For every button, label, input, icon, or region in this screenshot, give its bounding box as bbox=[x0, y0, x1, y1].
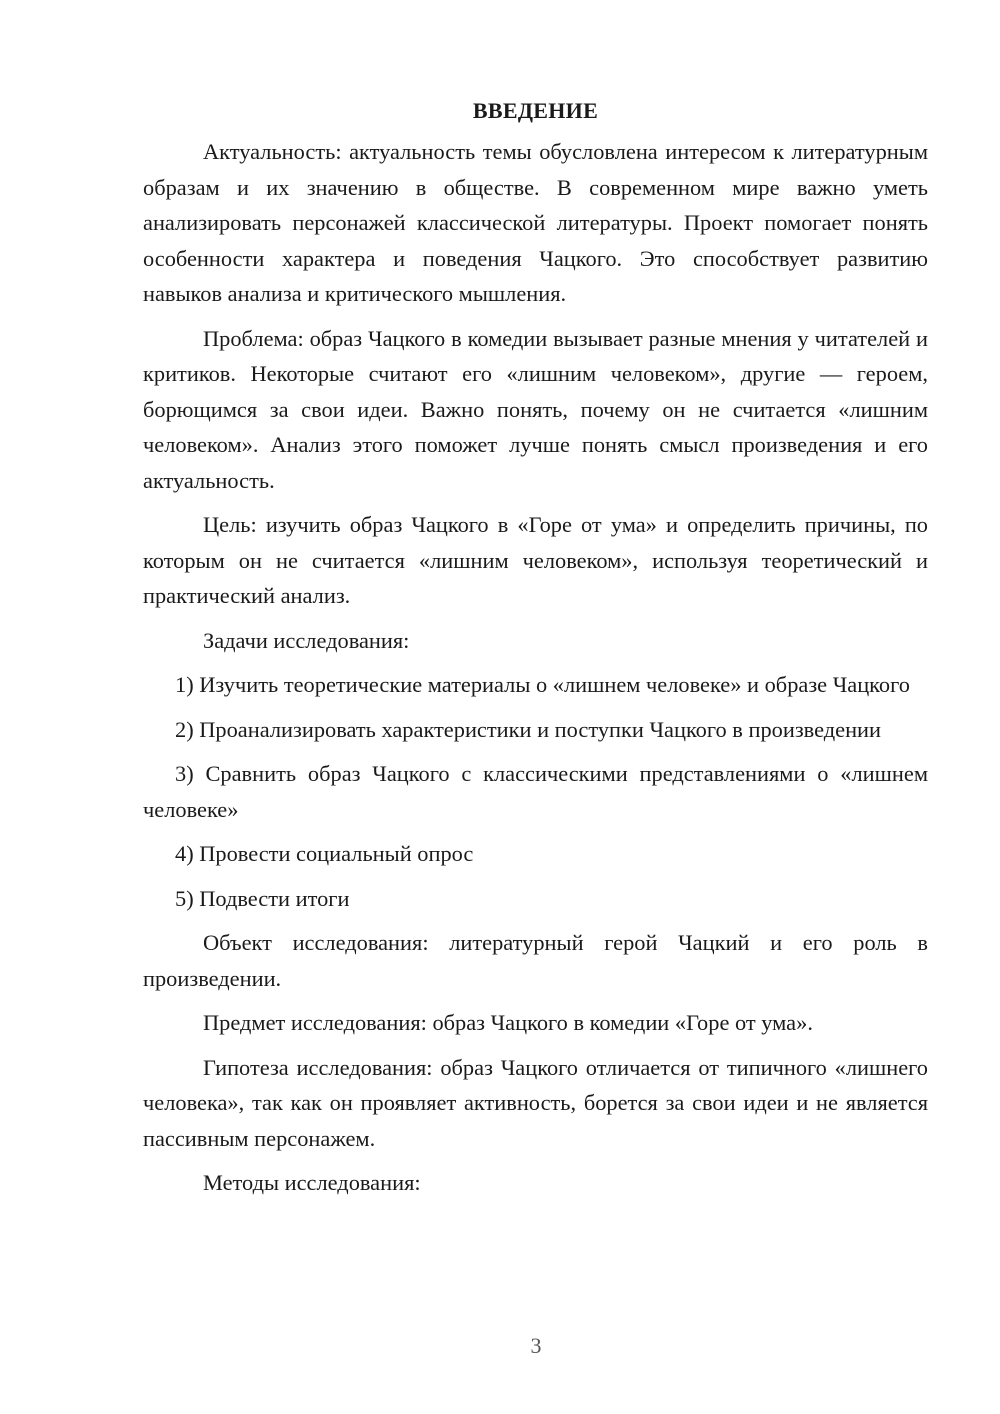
task-item-4: 4) Провести социальный опрос bbox=[175, 841, 474, 866]
page-number: 3 bbox=[530, 1333, 542, 1358]
task-item-1: 1) Изучить теоретические материалы о «лишнем человеке» и образе Чацкого bbox=[175, 672, 910, 697]
section-heading: ВВЕДЕНИЕ bbox=[472, 98, 599, 123]
task-item-3: 3) Сравнить образ Чацкого с классическими представлениями о «лишнем человеке» bbox=[143, 761, 928, 822]
paragraph-hypothesis: Гипотеза исследования: образ Чацкого отличается от типичного «лишнего человека», так как он проявляет активность, борется за свои идеи и не является пассивным персонажем. bbox=[143, 1054, 928, 1151]
paragraph-object: Объект исследования: литературный герой Чацкий и его роль в произведении. bbox=[143, 930, 928, 991]
task-item-2: 2) Проанализировать характеристики и поступки Чацкого в произведении bbox=[175, 716, 882, 742]
paragraph-relevance: Актуальность: актуальность темы обусловлена интересом к литературным образам и их значению в обществе. В современном мире важно уметь анализировать персонажей классической литературы. Проект помогает понять особенности характера и поведения Чацкого. Это способствует развитию навыков анализа и критического мышления. bbox=[143, 139, 928, 306]
paragraph-methods: Методы исследования: bbox=[203, 1170, 421, 1195]
paragraph-tasks-heading: Задачи исследования: bbox=[203, 627, 410, 653]
paragraph-subject: Предмет исследования: образ Чацкого в комедии «Горе от ума». bbox=[203, 1010, 813, 1035]
task-item-5: 5) Подвести итоги bbox=[175, 885, 350, 911]
task-list bbox=[143, 667, 928, 916]
document-page bbox=[143, 96, 928, 1210]
paragraph-goal: Цель: изучить образ Чацкого в «Горе от ума» и определить причины, по которым он не считается «лишним человеком», используя теоретический и практический анализ. bbox=[143, 512, 928, 608]
paragraph-problem: Проблема: образ Чацкого в комедии вызывает разные мнения у читателей и критиков. Некоторые считают его «лишним человеком», другие — героем, борющимся за свои идеи. Важно понять, почему он не считается «лишним человеком». Анализ этого поможет лучше понять смысл произведения и его актуальность. bbox=[143, 325, 928, 493]
